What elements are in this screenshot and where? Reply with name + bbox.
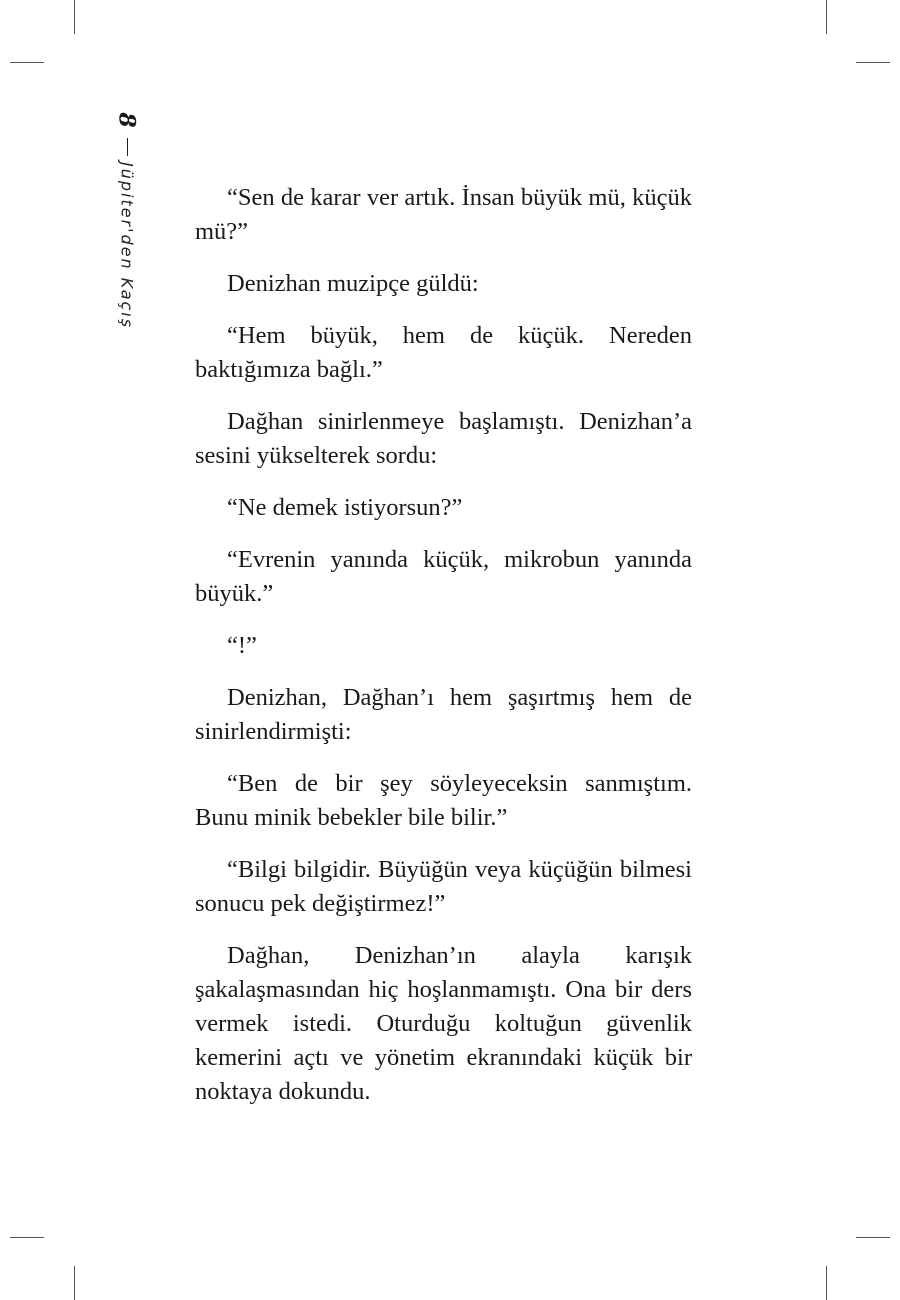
crop-mark-left-top <box>10 62 44 63</box>
crop-mark-bottom-right <box>826 1266 827 1300</box>
paragraph: “Sen de karar ver artık. İnsan büyük mü, küçük mü?” <box>195 184 692 245</box>
running-head-divider <box>127 138 128 156</box>
paragraph: Denizhan, Dağhan’ı hem şaşırtmış hem de sinirlendirmişti: <box>195 684 692 745</box>
page-number: 8 <box>114 112 140 128</box>
paragraph: “Evrenin yanında küçük, mikrobun yanında büyük.” <box>195 546 692 607</box>
paragraph: “!” <box>227 632 257 659</box>
crop-mark-top-right <box>826 0 827 34</box>
paragraph: Dağhan, Denizhan’ın alayla karışık şakalaşmasından hiç hoşlanmamıştı. Ona bir ders vermek istedi. Oturduğu koltuğun güvenlik kemerini açtı ve yönetim ekranındaki küçük bir noktaya dokundu. <box>195 942 692 1105</box>
paragraph: Dağhan sinirlenmeye başlamıştı. Denizhan’a sesini yükselterek sordu: <box>195 408 692 469</box>
paragraph: “Hem büyük, hem de küçük. Nereden baktığımıza bağlı.” <box>195 322 692 383</box>
paragraph: “Ben de bir şey söyleyeceksin sanmıştım. Bunu minik bebekler bile bilir.” <box>195 770 692 831</box>
crop-mark-right-bottom <box>856 1237 890 1238</box>
crop-mark-right-top <box>856 62 890 63</box>
crop-mark-top-left <box>74 0 75 34</box>
paragraph: “Ne demek istiyorsun?” <box>227 494 463 521</box>
crop-mark-bottom-left <box>74 1266 75 1300</box>
page-body <box>195 181 692 1127</box>
running-head <box>112 108 142 329</box>
paragraph: “Bilgi bilgidir. Büyüğün veya küçüğün bilmesi sonucu pek değiştirmez!” <box>195 856 692 917</box>
crop-mark-left-bottom <box>10 1237 44 1238</box>
paragraph: Denizhan muzipçe güldü: <box>227 270 479 297</box>
book-title: Jüpiter'den Kaçış <box>117 162 137 330</box>
